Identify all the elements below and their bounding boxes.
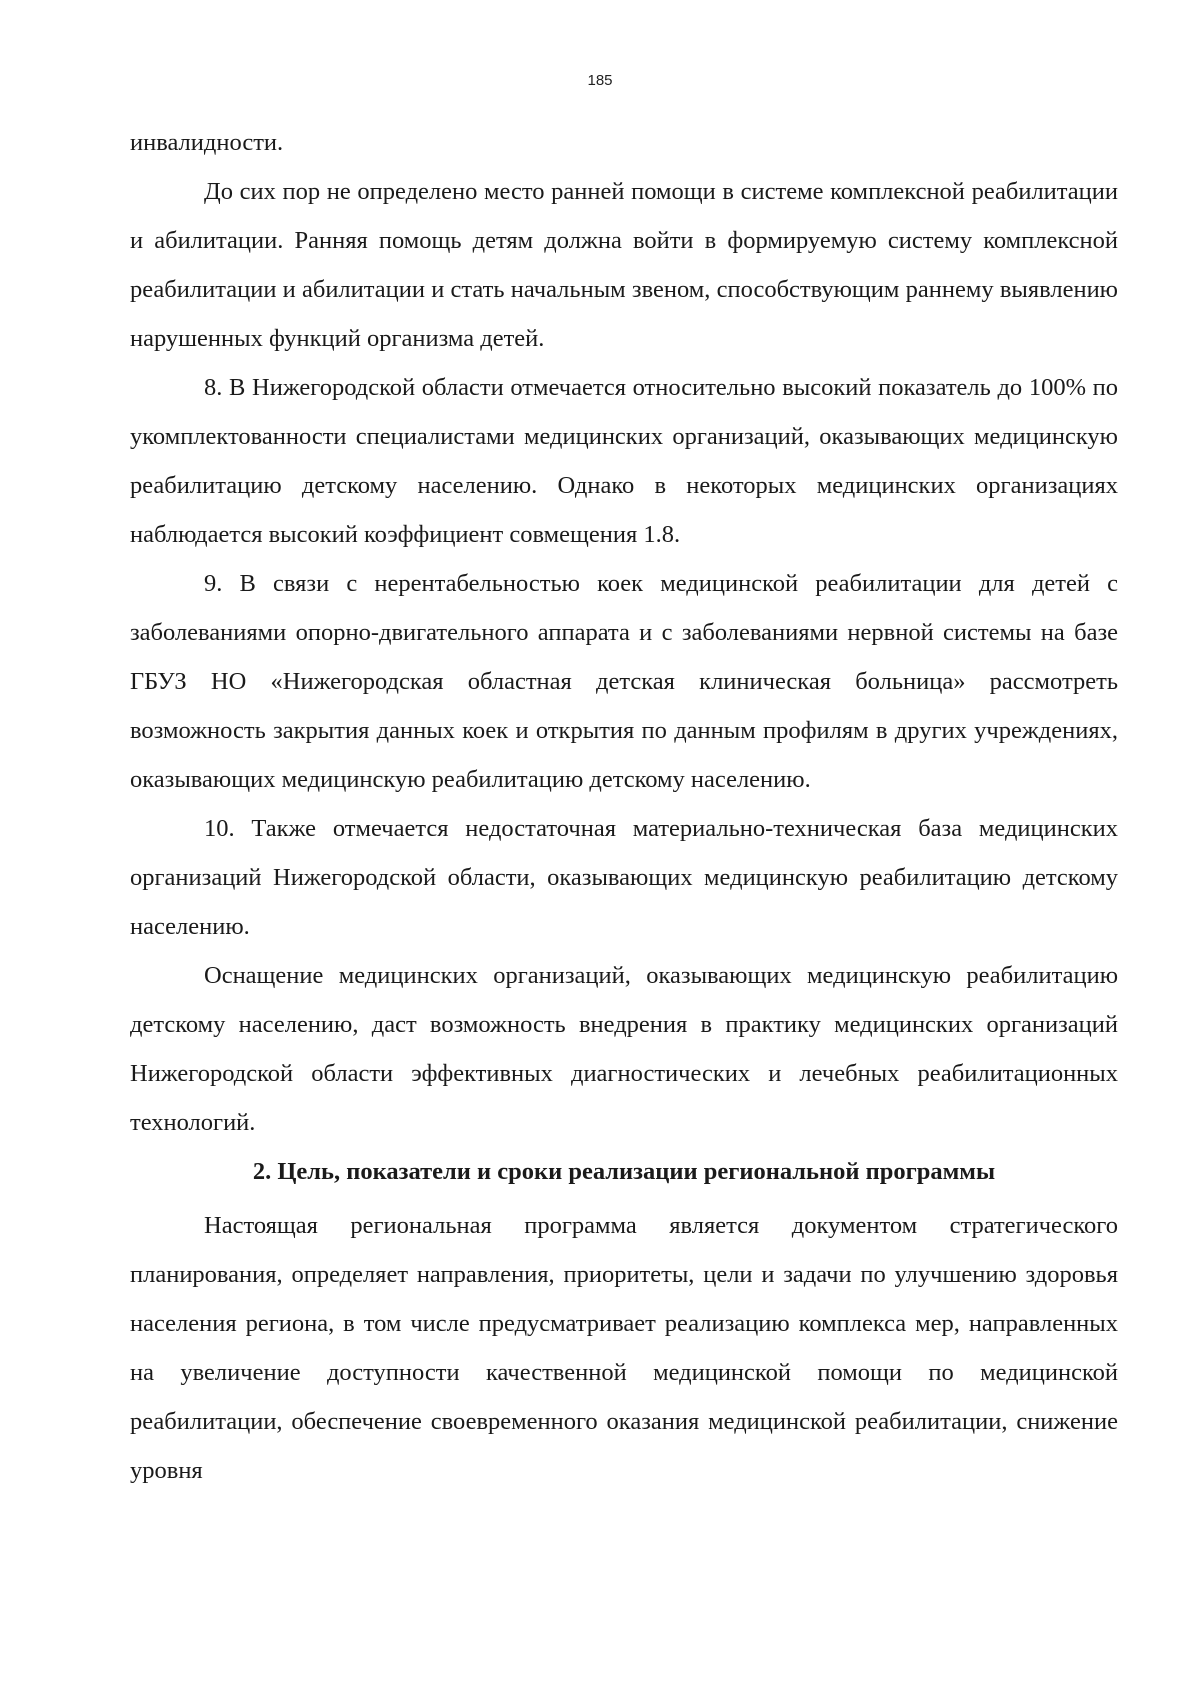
paragraph-equipment: Оснащение медицинских организаций, оказывающих медицинскую реабилитацию детскому населению, даст возможность внедрения в практику медицинских организаций Нижегородской области эффективных диагностических и лечебных реабилитационных технологий. [130,962,1118,1136]
paragraph-program-description: Настоящая региональная программа является документом стратегического планирования, определяет направления, приоритеты, цели и задачи по улучшению здоровья населения региона, в том числе предусматривает реализацию комплекса мер, направленных на увеличение доступности качественной медицинской помощи по медицинской реабилитации, обеспечение своевременного оказания медицинской реабилитации, снижение уровня [130,1212,1118,1484]
paragraph-early-help: До сих пор не определено место ранней помощи в системе комплексной реабилитации и абилитации. Ранняя помощь детям должна войти в формируемую систему комплексной реабилитации и абилитации и стать начальным звеном, способствующим раннему выявлению нарушенных функций организма детей. [130,178,1118,352]
section-heading: 2. Цель, показатели и сроки реализации региональной программы [252,1158,996,1185]
page-number: 185 [587,72,613,89]
paragraph-continuation: инвалидности. [130,129,284,156]
paragraph-item-10: 10. Также отмечается недостаточная материально-техническая база медицинских организаций Нижегородской области, оказывающих медицинскую реабилитацию детскому населению. [130,815,1118,940]
paragraph-item-8: 8. В Нижегородской области отмечается относительно высокий показатель до 100% по укомплектованности специалистами медицинских организаций, оказывающих медицинскую реабилитацию детскому населению. Однако в некоторых медицинских организациях наблюдается высокий коэффициент совмещения 1.8. [130,374,1118,548]
paragraph-item-9: 9. В связи с нерентабельностью коек медицинской реабилитации для детей с заболеваниями опорно-двигательного аппарата и с заболеваниями нервной системы на базе ГБУЗ НО «Нижегородская областная детская клиническая больница» рассмотреть возможность закрытия данных коек и открытия по данным профилям в других учреждениях, оказывающих медицинскую реабилитацию детскому населению. [130,570,1118,793]
document-body [130,118,1118,1495]
